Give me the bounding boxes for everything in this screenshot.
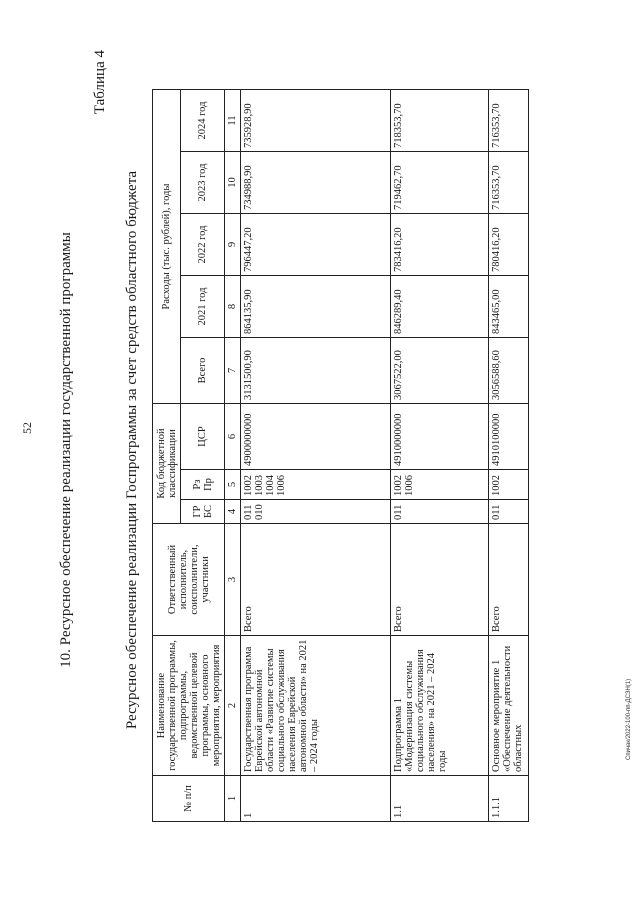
cell-csr: 4900000000 [241, 404, 391, 470]
table-title: Ресурсное обеспечение реализации Госпрограммы за счет средств областного бюджета [124, 170, 140, 730]
cell-2022: 783416,20 [391, 214, 489, 276]
cell-2022: 780416,20 [489, 214, 529, 276]
page-number: 52 [20, 422, 34, 434]
header-2021: 2021 год [181, 276, 225, 338]
header-grbs: ГР БС [181, 500, 225, 524]
cell-responsible: Всего [391, 524, 489, 636]
colnum: 10 [225, 152, 241, 214]
header-rzpr: Рз Пр [181, 470, 225, 500]
colnum: 2 [225, 636, 241, 776]
table-row [489, 90, 529, 822]
cell-no: 1 [241, 776, 391, 822]
cell-2021: 864135,90 [241, 276, 391, 338]
cell-total: 3067522,00 [391, 338, 489, 404]
header-responsible: Ответственный исполнитель, соисполнители, участники [153, 524, 225, 636]
header-2024: 2024 год [181, 90, 225, 152]
cell-csr: 4910100000 [489, 404, 529, 470]
cell-no: 1.1 [391, 776, 489, 822]
cell-total: 3056588,60 [489, 338, 529, 404]
cell-name: Государственная программа Еврейской автономной области «Развитие системы социального обслуживания населения Еврейской автономной области» на 2021 – 2024 годы [241, 636, 391, 776]
cell-rzpr: 1002 1006 [391, 470, 489, 500]
header-name: Наименование государственной программы, подпрограммы, ведомственной целевой программы, основного мероприятия, мероприятия [153, 636, 225, 776]
cell-2024: 718353,70 [391, 90, 489, 152]
cell-2024: 716353,70 [489, 90, 529, 152]
cell-responsible: Всего [489, 524, 529, 636]
header-total: Всего [181, 338, 225, 404]
header-2022: 2022 год [181, 214, 225, 276]
table-row [391, 90, 489, 822]
colnum: 7 [225, 338, 241, 404]
cell-rzpr: 1002 1003 1004 1006 [241, 470, 391, 500]
cell-total: 3131500,90 [241, 338, 391, 404]
cell-grbs: 011 [391, 500, 489, 524]
colnum: 9 [225, 214, 241, 276]
colnum: 5 [225, 470, 241, 500]
cell-no: 1.1.1 [489, 776, 529, 822]
cell-grbs: 011 010 [241, 500, 391, 524]
cell-2023: 716353,70 [489, 152, 529, 214]
header-2023: 2023 год [181, 152, 225, 214]
cell-2021: 843465,00 [489, 276, 529, 338]
colnum: 6 [225, 404, 241, 470]
cell-2024: 735928,90 [241, 90, 391, 152]
section-heading: 10. Ресурсное обеспечение реализации государственной программы [58, 232, 74, 668]
cell-rzpr: 1002 [489, 470, 529, 500]
colnum: 4 [225, 500, 241, 524]
cell-csr: 4910000000 [391, 404, 489, 470]
cell-responsible: Всего [241, 524, 391, 636]
header-row-1 [153, 90, 181, 822]
cell-name: Основное мероприятие 1 «Обеспечение деятельности областных [489, 636, 529, 776]
document-code: Спичак/2022-100-пп-ДСЗН(1) [626, 678, 632, 760]
colnum: 3 [225, 524, 241, 636]
cell-2022: 796447,20 [241, 214, 391, 276]
table-label: Таблица 4 [92, 50, 108, 115]
resource-table [152, 89, 529, 822]
header-expenses: Расходы (тыс. рублей), годы [153, 90, 181, 404]
header-csr: ЦСР [181, 404, 225, 470]
cell-2023: 734988,90 [241, 152, 391, 214]
colnum: 8 [225, 276, 241, 338]
colnum: 1 [225, 776, 241, 822]
cell-grbs: 011 [489, 500, 529, 524]
table-row [241, 90, 391, 822]
cell-name: Подпрограмма 1 «Модернизация системы социального обслуживания населения» на 2021 – 2024 годы [391, 636, 489, 776]
rotated-page [40, 20, 610, 880]
colnum: 11 [225, 90, 241, 152]
column-number-row [225, 90, 241, 822]
header-budget-code: Код бюджетной классификации [153, 404, 181, 524]
header-no: № п/п [153, 776, 225, 822]
cell-2023: 719462,70 [391, 152, 489, 214]
cell-2021: 846289,40 [391, 276, 489, 338]
